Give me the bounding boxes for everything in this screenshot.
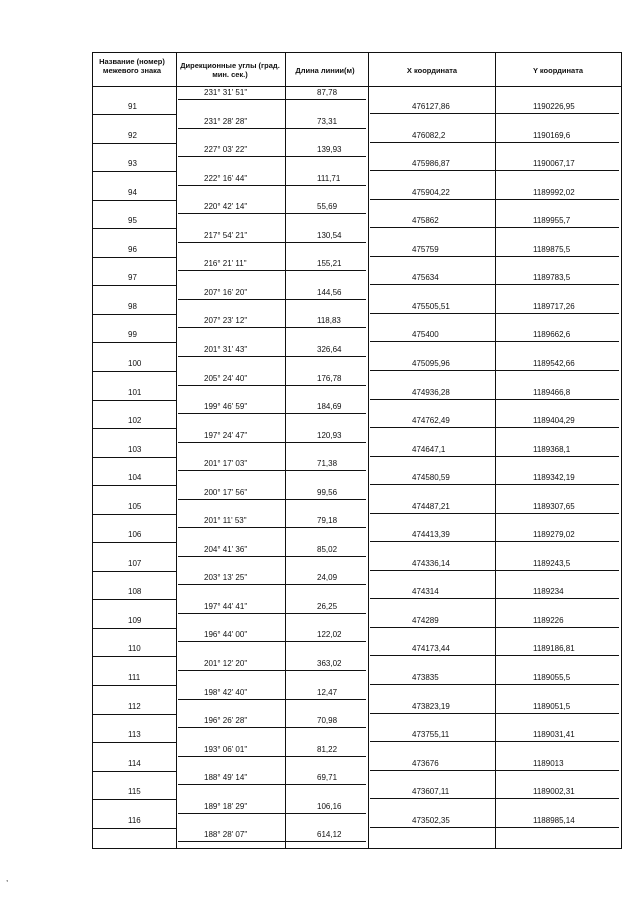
point-name-cell: 116 xyxy=(128,815,141,825)
angle-cell: 188° 49' 14" xyxy=(204,773,248,783)
angle-cell: 199° 46' 59" xyxy=(204,402,248,412)
angle-cell: 205° 24' 40" xyxy=(204,373,248,383)
point-name-cell: 104 xyxy=(128,473,142,483)
y-cell: 1189055,5 xyxy=(533,673,571,682)
length-cell: 118,83 xyxy=(317,316,341,326)
point-name-cell: 112 xyxy=(128,701,141,711)
segment-underline xyxy=(178,841,366,842)
point-row-divider xyxy=(92,571,176,572)
length-cell: 73,31 xyxy=(317,116,338,126)
coord-underline xyxy=(370,170,619,171)
length-cell: 106,16 xyxy=(317,801,342,811)
segment-underline xyxy=(178,128,366,129)
coord-underline xyxy=(370,598,619,599)
segment-underline xyxy=(178,499,366,500)
point-name-cell: 95 xyxy=(128,216,137,226)
grid-vline xyxy=(176,52,177,848)
y-cell: 1189307,65 xyxy=(533,501,575,511)
x-cell: 475904,22 xyxy=(412,187,450,197)
length-cell: 71,38 xyxy=(317,459,338,469)
segment-underline xyxy=(178,756,366,757)
segment-underline xyxy=(178,784,366,785)
length-cell: 79,18 xyxy=(317,516,338,526)
header-length: Длина линии(м) xyxy=(295,66,355,75)
segment-underline xyxy=(178,727,366,728)
y-cell: 1189783,5 xyxy=(533,273,571,283)
angle-cell: 207° 23' 12" xyxy=(204,316,248,326)
point-name-cell: 102 xyxy=(128,416,142,426)
angle-cell: 217° 54' 21" xyxy=(204,230,248,240)
x-cell: 475095,96 xyxy=(412,358,450,368)
point-row-divider xyxy=(92,656,176,657)
coord-underline xyxy=(370,713,619,714)
angle-cell: 231° 28' 28" xyxy=(204,116,248,126)
point-name-cell: 114 xyxy=(128,758,141,768)
y-cell: 1189279,02 xyxy=(533,530,575,540)
x-cell: 473676 xyxy=(412,758,439,768)
angle-cell: 196° 26' 28" xyxy=(204,716,248,726)
segment-underline xyxy=(178,156,366,157)
length-cell: 70,98 xyxy=(317,716,338,726)
y-cell: 1189234 xyxy=(533,587,564,597)
coord-underline xyxy=(370,798,619,799)
angle-cell: 189° 18' 29" xyxy=(204,801,248,811)
x-cell: 475634 xyxy=(412,273,439,283)
segment-underline xyxy=(178,670,366,671)
length-cell: 155,21 xyxy=(317,259,342,269)
point-row-divider xyxy=(92,828,176,829)
length-cell: 122,02 xyxy=(317,630,342,640)
x-cell: 474647,1 xyxy=(412,444,446,454)
y-cell: 1189542,66 xyxy=(533,358,575,368)
point-name-cell: 109 xyxy=(128,615,142,625)
point-row-divider xyxy=(92,143,176,144)
y-cell: 1189342,19 xyxy=(533,473,575,483)
grid-hline xyxy=(92,848,622,849)
segment-underline xyxy=(178,413,366,414)
coord-underline xyxy=(370,541,619,542)
segment-underline xyxy=(178,327,366,328)
y-cell: 1189013 xyxy=(533,758,564,768)
x-cell: 475400 xyxy=(412,330,439,340)
point-row-divider xyxy=(92,257,176,258)
point-row-divider xyxy=(92,799,176,800)
length-cell: 26,25 xyxy=(317,601,338,611)
x-cell: 476127,86 xyxy=(412,102,450,111)
point-name-cell: 93 xyxy=(128,159,137,169)
coord-underline xyxy=(370,113,619,114)
point-row-divider xyxy=(92,371,176,372)
y-cell: 1189717,26 xyxy=(533,301,575,311)
angle-cell: 227° 03' 22" xyxy=(204,145,248,155)
point-row-divider xyxy=(92,428,176,429)
angle-cell: 207° 16' 20" xyxy=(204,287,248,297)
x-cell: 474936,28 xyxy=(412,387,450,397)
angle-cell: 193° 06' 01" xyxy=(204,744,248,754)
point-name-cell: 91 xyxy=(128,102,137,111)
x-cell: 474413,39 xyxy=(412,530,450,540)
x-cell: 475986,87 xyxy=(412,159,450,169)
x-cell: 473607,11 xyxy=(412,787,450,797)
point-name-cell: 115 xyxy=(128,787,141,797)
x-cell: 473755,11 xyxy=(412,730,450,740)
x-cell: 474173,44 xyxy=(412,644,450,654)
point-row-divider xyxy=(92,285,176,286)
length-cell: 176,78 xyxy=(317,373,342,383)
coord-underline xyxy=(370,770,619,771)
y-cell: 1189992,02 xyxy=(533,187,575,197)
point-name-cell: 99 xyxy=(128,330,137,340)
segment-underline xyxy=(178,527,366,528)
point-name-cell: 101 xyxy=(128,387,142,397)
x-cell: 474580,59 xyxy=(412,473,450,483)
point-name-cell: 96 xyxy=(128,244,137,254)
x-cell: 473502,35 xyxy=(412,815,450,825)
coord-underline xyxy=(370,655,619,656)
length-cell: 139,93 xyxy=(317,145,342,155)
x-cell: 473823,19 xyxy=(412,701,450,711)
point-row-divider xyxy=(92,314,176,315)
y-cell: 1189051,5 xyxy=(533,701,571,711)
coord-underline xyxy=(370,513,619,514)
angle-cell: 216° 21' 11" xyxy=(204,259,247,269)
angle-cell: 201° 31' 43" xyxy=(204,344,248,354)
header-x: X координата xyxy=(406,66,458,75)
x-cell: 474487,21 xyxy=(412,501,450,511)
angle-cell: 204° 41' 36" xyxy=(204,544,248,554)
length-cell: 24,09 xyxy=(317,573,338,583)
y-cell: 1189226 xyxy=(533,615,564,625)
x-cell: 476082,2 xyxy=(412,130,446,140)
y-cell: 1190226,95 xyxy=(533,102,575,111)
x-cell: 475862 xyxy=(412,216,439,226)
length-cell: 326,64 xyxy=(317,344,342,354)
angle-cell: 197° 24' 47" xyxy=(204,430,248,440)
point-row-divider xyxy=(92,514,176,515)
segment-underline xyxy=(178,299,366,300)
coord-underline xyxy=(370,284,619,285)
coord-underline xyxy=(370,399,619,400)
length-cell: 614,12 xyxy=(317,830,342,840)
segment-underline xyxy=(178,356,366,357)
y-cell: 1189955,7 xyxy=(533,216,571,226)
segment-underline xyxy=(178,613,366,614)
length-cell: 144,56 xyxy=(317,287,342,297)
point-row-divider xyxy=(92,200,176,201)
point-name-cell: 98 xyxy=(128,301,137,311)
length-cell: 81,22 xyxy=(317,744,338,754)
coord-underline xyxy=(370,227,619,228)
segment-underline xyxy=(178,442,366,443)
segment-underline xyxy=(178,556,366,557)
y-cell: 1189404,29 xyxy=(533,416,575,426)
segment-underline xyxy=(178,699,366,700)
y-cell: 1189662,6 xyxy=(533,330,571,340)
point-row-divider xyxy=(92,457,176,458)
point-row-divider xyxy=(92,714,176,715)
point-row-divider xyxy=(92,171,176,172)
angle-cell: 201° 11' 53" xyxy=(204,516,247,526)
y-cell: 1188985,14 xyxy=(533,815,575,825)
x-cell: 474336,14 xyxy=(412,558,450,568)
angle-cell: 200° 17' 56" xyxy=(204,487,248,497)
coord-underline xyxy=(370,341,619,342)
grid-vline xyxy=(495,52,496,848)
point-row-divider xyxy=(92,400,176,401)
coord-underline xyxy=(370,684,619,685)
grid-hline xyxy=(92,52,622,53)
point-name-cell: 97 xyxy=(128,273,137,283)
page-mark: , xyxy=(6,874,9,883)
segment-underline xyxy=(178,813,366,814)
point-name-cell: 100 xyxy=(128,358,142,368)
angle-cell: 220° 42' 14" xyxy=(204,202,248,212)
y-cell: 1190067,17 xyxy=(533,159,575,169)
point-name-cell: 110 xyxy=(128,644,141,654)
coord-underline xyxy=(370,142,619,143)
x-cell: 473835 xyxy=(412,673,439,682)
length-cell: 69,71 xyxy=(317,773,338,783)
point-row-divider xyxy=(92,485,176,486)
y-cell: 1189368,1 xyxy=(533,444,571,454)
grid-hline xyxy=(92,86,622,87)
angle-cell: 201° 17' 03" xyxy=(204,459,248,469)
y-cell: 1190169,6 xyxy=(533,130,571,140)
angle-cell: 231° 31' 51" xyxy=(204,88,248,97)
length-cell: 111,71 xyxy=(317,173,341,183)
segment-underline xyxy=(178,213,366,214)
x-cell: 475759 xyxy=(412,244,439,254)
length-cell: 87,78 xyxy=(317,88,338,97)
y-cell: 1189875,5 xyxy=(533,244,571,254)
angle-cell: 222° 16' 44" xyxy=(204,173,248,183)
length-cell: 99,56 xyxy=(317,487,338,497)
segment-underline xyxy=(178,385,366,386)
coord-underline xyxy=(370,827,619,828)
point-name-cell: 105 xyxy=(128,501,142,511)
point-name-cell: 108 xyxy=(128,587,142,597)
header-y: Y координата xyxy=(532,66,584,75)
angle-cell: 201° 12' 20" xyxy=(204,659,248,668)
point-row-divider xyxy=(92,542,176,543)
segment-underline xyxy=(178,584,366,585)
y-cell: 1189186,81 xyxy=(533,644,575,654)
segment-underline xyxy=(178,470,366,471)
x-cell: 474762,49 xyxy=(412,416,450,426)
coord-underline xyxy=(370,370,619,371)
point-name-cell: 113 xyxy=(128,730,141,740)
grid-vline xyxy=(368,52,369,848)
grid-vline xyxy=(621,52,622,848)
coord-underline xyxy=(370,256,619,257)
length-cell: 85,02 xyxy=(317,544,338,554)
x-cell: 474314 xyxy=(412,587,439,597)
header-name: Название (номер) межевого знака xyxy=(99,57,165,75)
grid-vline xyxy=(285,52,286,848)
y-cell: 1189243,5 xyxy=(533,558,571,568)
point-row-divider xyxy=(92,599,176,600)
coord-underline xyxy=(370,427,619,428)
point-row-divider xyxy=(92,742,176,743)
point-name-cell: 107 xyxy=(128,558,142,568)
angle-cell: 197° 44' 41" xyxy=(204,601,248,611)
y-cell: 1189031,41 xyxy=(533,730,575,740)
point-row-divider xyxy=(92,685,176,686)
point-row-divider xyxy=(92,114,176,115)
segment-underline xyxy=(178,185,366,186)
y-cell: 1189002,31 xyxy=(533,787,575,797)
x-cell: 474289 xyxy=(412,615,439,625)
angle-cell: 198° 42' 40" xyxy=(204,687,248,697)
segment-underline xyxy=(178,99,366,100)
length-cell: 120,93 xyxy=(317,430,342,440)
length-cell: 363,02 xyxy=(317,659,342,668)
point-row-divider xyxy=(92,228,176,229)
coord-underline xyxy=(370,570,619,571)
coord-underline xyxy=(370,313,619,314)
point-name-cell: 106 xyxy=(128,530,142,540)
segment-underline xyxy=(178,270,366,271)
angle-cell: 188° 28' 07" xyxy=(204,830,248,840)
coord-underline xyxy=(370,627,619,628)
length-cell: 184,69 xyxy=(317,402,342,412)
length-cell: 130,54 xyxy=(317,230,342,240)
point-name-cell: 94 xyxy=(128,187,137,197)
point-name-cell: 111 xyxy=(128,673,141,682)
y-cell: 1189466,8 xyxy=(533,387,571,397)
point-row-divider xyxy=(92,628,176,629)
coord-underline xyxy=(370,456,619,457)
point-name-cell: 92 xyxy=(128,130,137,140)
header-angle: Дирекционные углы (град. мин. сек.) xyxy=(180,61,280,79)
angle-cell: 203° 13' 25" xyxy=(204,573,248,583)
point-row-divider xyxy=(92,771,176,772)
x-cell: 475505,51 xyxy=(412,301,450,311)
coord-underline xyxy=(370,741,619,742)
length-cell: 55,69 xyxy=(317,202,338,212)
segment-underline xyxy=(178,641,366,642)
angle-cell: 196° 44' 00" xyxy=(204,630,248,640)
point-row-divider xyxy=(92,342,176,343)
point-name-cell: 103 xyxy=(128,444,142,454)
segment-underline xyxy=(178,242,366,243)
coord-underline xyxy=(370,199,619,200)
length-cell: 12,47 xyxy=(317,687,338,697)
coord-underline xyxy=(370,484,619,485)
